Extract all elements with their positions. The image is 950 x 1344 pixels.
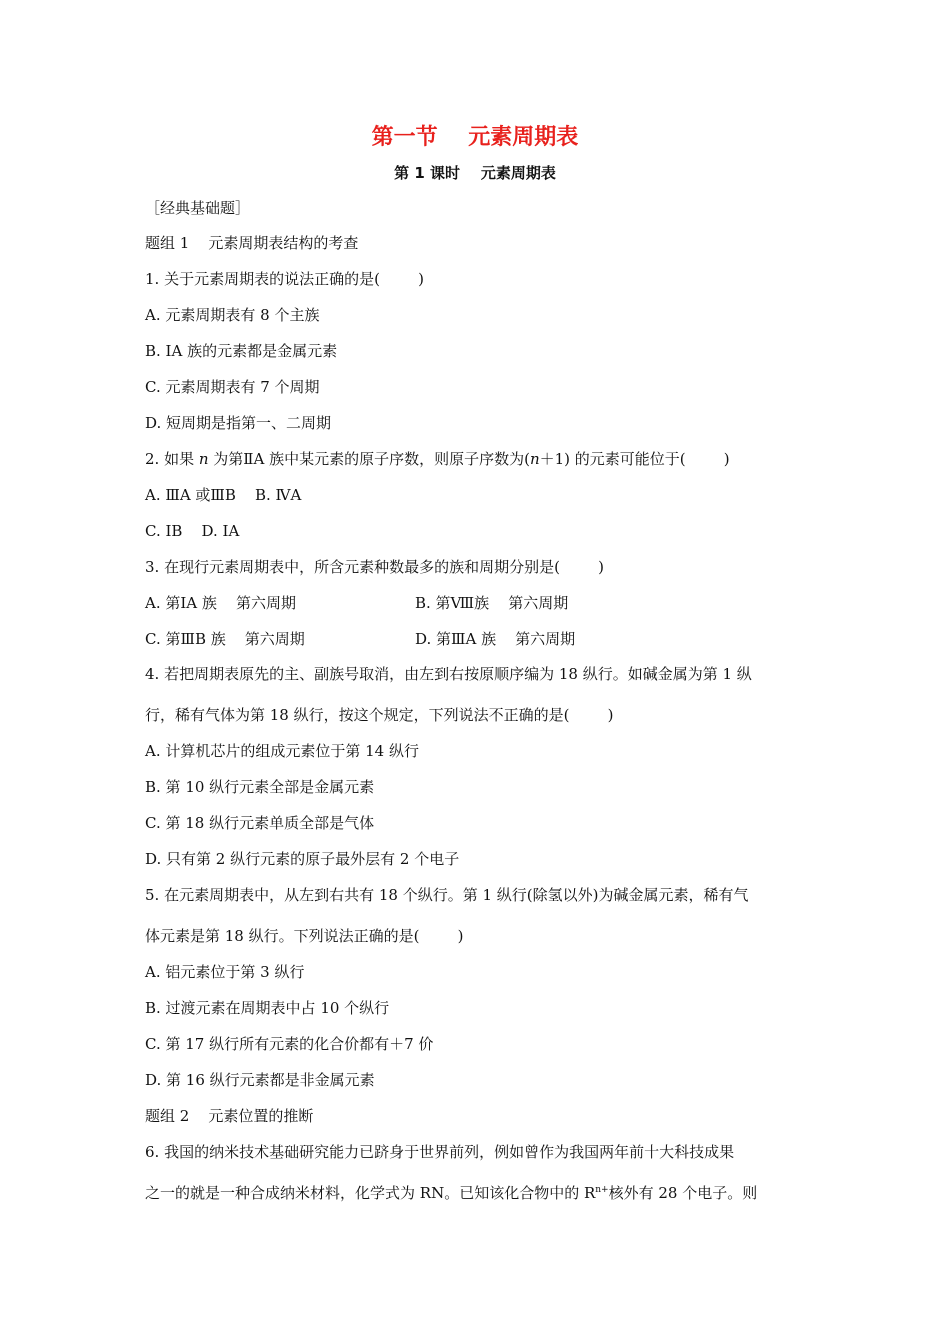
question-4-option-c: C. 第 18 纵行元素单质全部是气体	[145, 814, 375, 832]
question-3-stem: 3. 在现行元素周期表中，所含元素种数最多的族和周期分别是( )	[145, 558, 604, 576]
question-4-stem-line-1: 4. 若把周期表原先的主、副族号取消，由左到右按原顺序编为 18 纵行。如碱金属为第 1 纵	[145, 665, 752, 683]
group-2-label: 题组 2 元素位置的推断	[145, 1107, 314, 1125]
question-4-option-d: D. 只有第 2 纵行元素的原子最外层有 2 个电子	[145, 850, 460, 868]
question-5-option-d: D. 第 16 纵行元素都是非金属元素	[145, 1071, 375, 1089]
question-5-stem-line-2: 体元素是第 18 纵行。下列说法正确的是( )	[145, 927, 464, 945]
question-1-option-b: B. ⅠA 族的元素都是金属元素	[145, 342, 338, 360]
section-title: 第一节 元素周期表	[371, 125, 579, 150]
question-3-option-a: A. 第ⅠA 族 第六周期	[145, 594, 296, 612]
question-4-stem-line-2: 行，稀有气体为第 18 纵行，按这个规定，下列说法不正确的是( )	[145, 706, 614, 724]
question-6-stem-line-2: 之一的就是一种合成纳米材料，化学式为 RN。已知该化合物中的 $R^{n+}$核外有 28 个电子。则	[145, 1184, 758, 1202]
question-3-option-d: D. 第ⅢA 族 第六周期	[415, 630, 576, 648]
question-1-stem: 1. 关于元素周期表的说法正确的是( )	[145, 270, 424, 288]
question-5-stem-line-1: 5. 在元素周期表中，从左到右共有 18 个纵行。第 1 纵行(除氢以外)为碱金属元素，稀有气	[145, 886, 749, 904]
group-1-label: 题组 1 元素周期表结构的考查	[145, 234, 359, 252]
question-4-option-a: A. 计算机芯片的组成元素位于第 14 纵行	[145, 742, 419, 760]
question-6-stem-line-1: 6. 我国的纳米技术基础研究能力已跻身于世界前列，例如曾作为我国两年前十大科技成果	[145, 1143, 735, 1161]
question-2-stem: 2. 如果 n 为第ⅡA 族中某元素的原子序数，则原子序数为(n＋1) 的元素可能位于( )	[145, 450, 730, 468]
question-1-option-c: C. 元素周期表有 7 个周期	[145, 378, 320, 396]
question-5-option-b: B. 过渡元素在周期表中占 10 个纵行	[145, 999, 390, 1017]
question-1-option-d: D. 短周期是指第一、二周期	[145, 414, 332, 432]
question-2-options-ab: A. ⅢA 或ⅢB B. ⅣA	[145, 486, 302, 504]
charge-superscript: n+	[595, 1185, 609, 1195]
question-2-options-cd: C. ⅠB D. ⅠA	[145, 522, 240, 540]
question-3-option-c: C. 第ⅢB 族 第六周期	[145, 630, 305, 648]
lesson-subtitle: 第 1 课时 元素周期表	[394, 164, 556, 182]
question-5-option-c: C. 第 17 纵行所有元素的化合价都有＋7 价	[145, 1035, 434, 1053]
question-1-option-a: A. 元素周期表有 8 个主族	[145, 306, 320, 324]
question-5-option-a: A. 铝元素位于第 3 纵行	[145, 963, 305, 981]
section-label: ［经典基础题］	[145, 199, 251, 217]
question-3-option-b: B. 第Ⅷ族 第六周期	[415, 594, 569, 612]
question-4-option-b: B. 第 10 纵行元素全部是金属元素	[145, 778, 375, 796]
